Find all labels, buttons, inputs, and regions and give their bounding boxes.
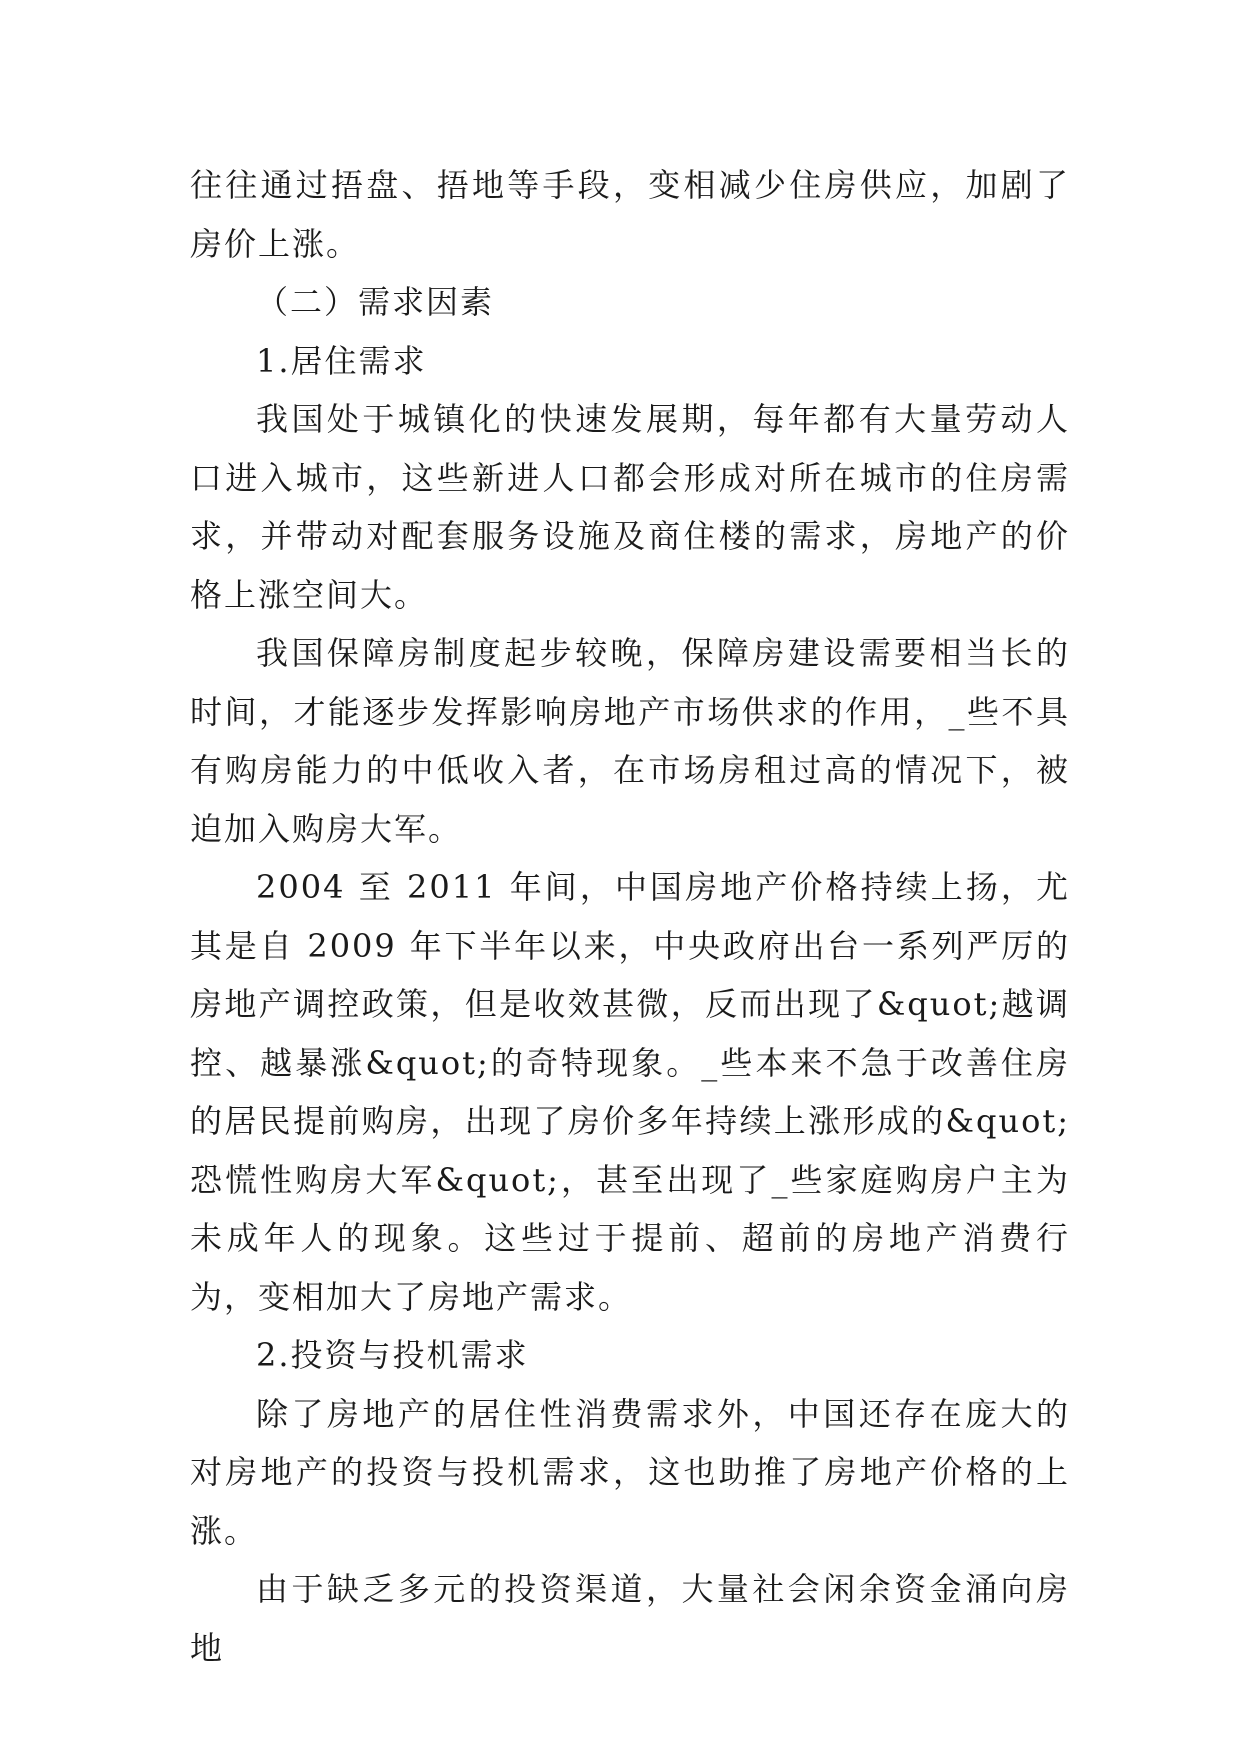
paragraph: 2004 至 2011 年间，中国房地产价格持续上扬，尤其是自 2009 年下半年以来，中央政府出台一系列严厉的房地产调控政策，但是收效甚微，反而出现了&quot;越调控、越暴涨&quot;的奇特现象。_些本来不急于改善住房的居民提前购房，出现了房价多年持续上涨形成的&quot;恐慌性购房大军&quot;，甚至出现了_些家庭购房户主为未成年人的现象。这些过于提前、超前的房地产消费行为，变相加大了房地产需求。: [190, 868, 1070, 1316]
paragraph: 除了房地产的居住性消费需求外，中国还存在庞大的对房地产的投资与投机需求，这也助推了房地产价格的上涨。: [190, 1394, 1070, 1550]
paragraph: 由于缺乏多元的投资渠道，大量社会闲余资金涌向房地: [190, 1570, 1070, 1667]
paragraph: 我国保障房制度起步较晚，保障房建设需要相当长的时间，才能逐步发挥影响房地产市场供求的作用，_些不具有购房能力的中低收入者，在市场房租过高的情况下，被迫加入购房大军。: [190, 634, 1070, 848]
subsection-heading: 2.投资与投机需求: [256, 1336, 529, 1374]
paragraph: 我国处于城镇化的快速发展期，每年都有大量劳动人口进入城市，这些新进人口都会形成对所在城市的住房需求，并带动对配套服务设施及商住楼的需求，房地产的价格上涨空间大。: [190, 400, 1070, 614]
paragraph: 往往通过捂盘、捂地等手段，变相减少住房供应，加剧了房价上涨。: [190, 166, 1070, 263]
subsection-heading: 1.居住需求: [256, 341, 427, 380]
document-body: [190, 156, 1070, 1677]
section-heading: （二）需求因素: [256, 283, 495, 321]
